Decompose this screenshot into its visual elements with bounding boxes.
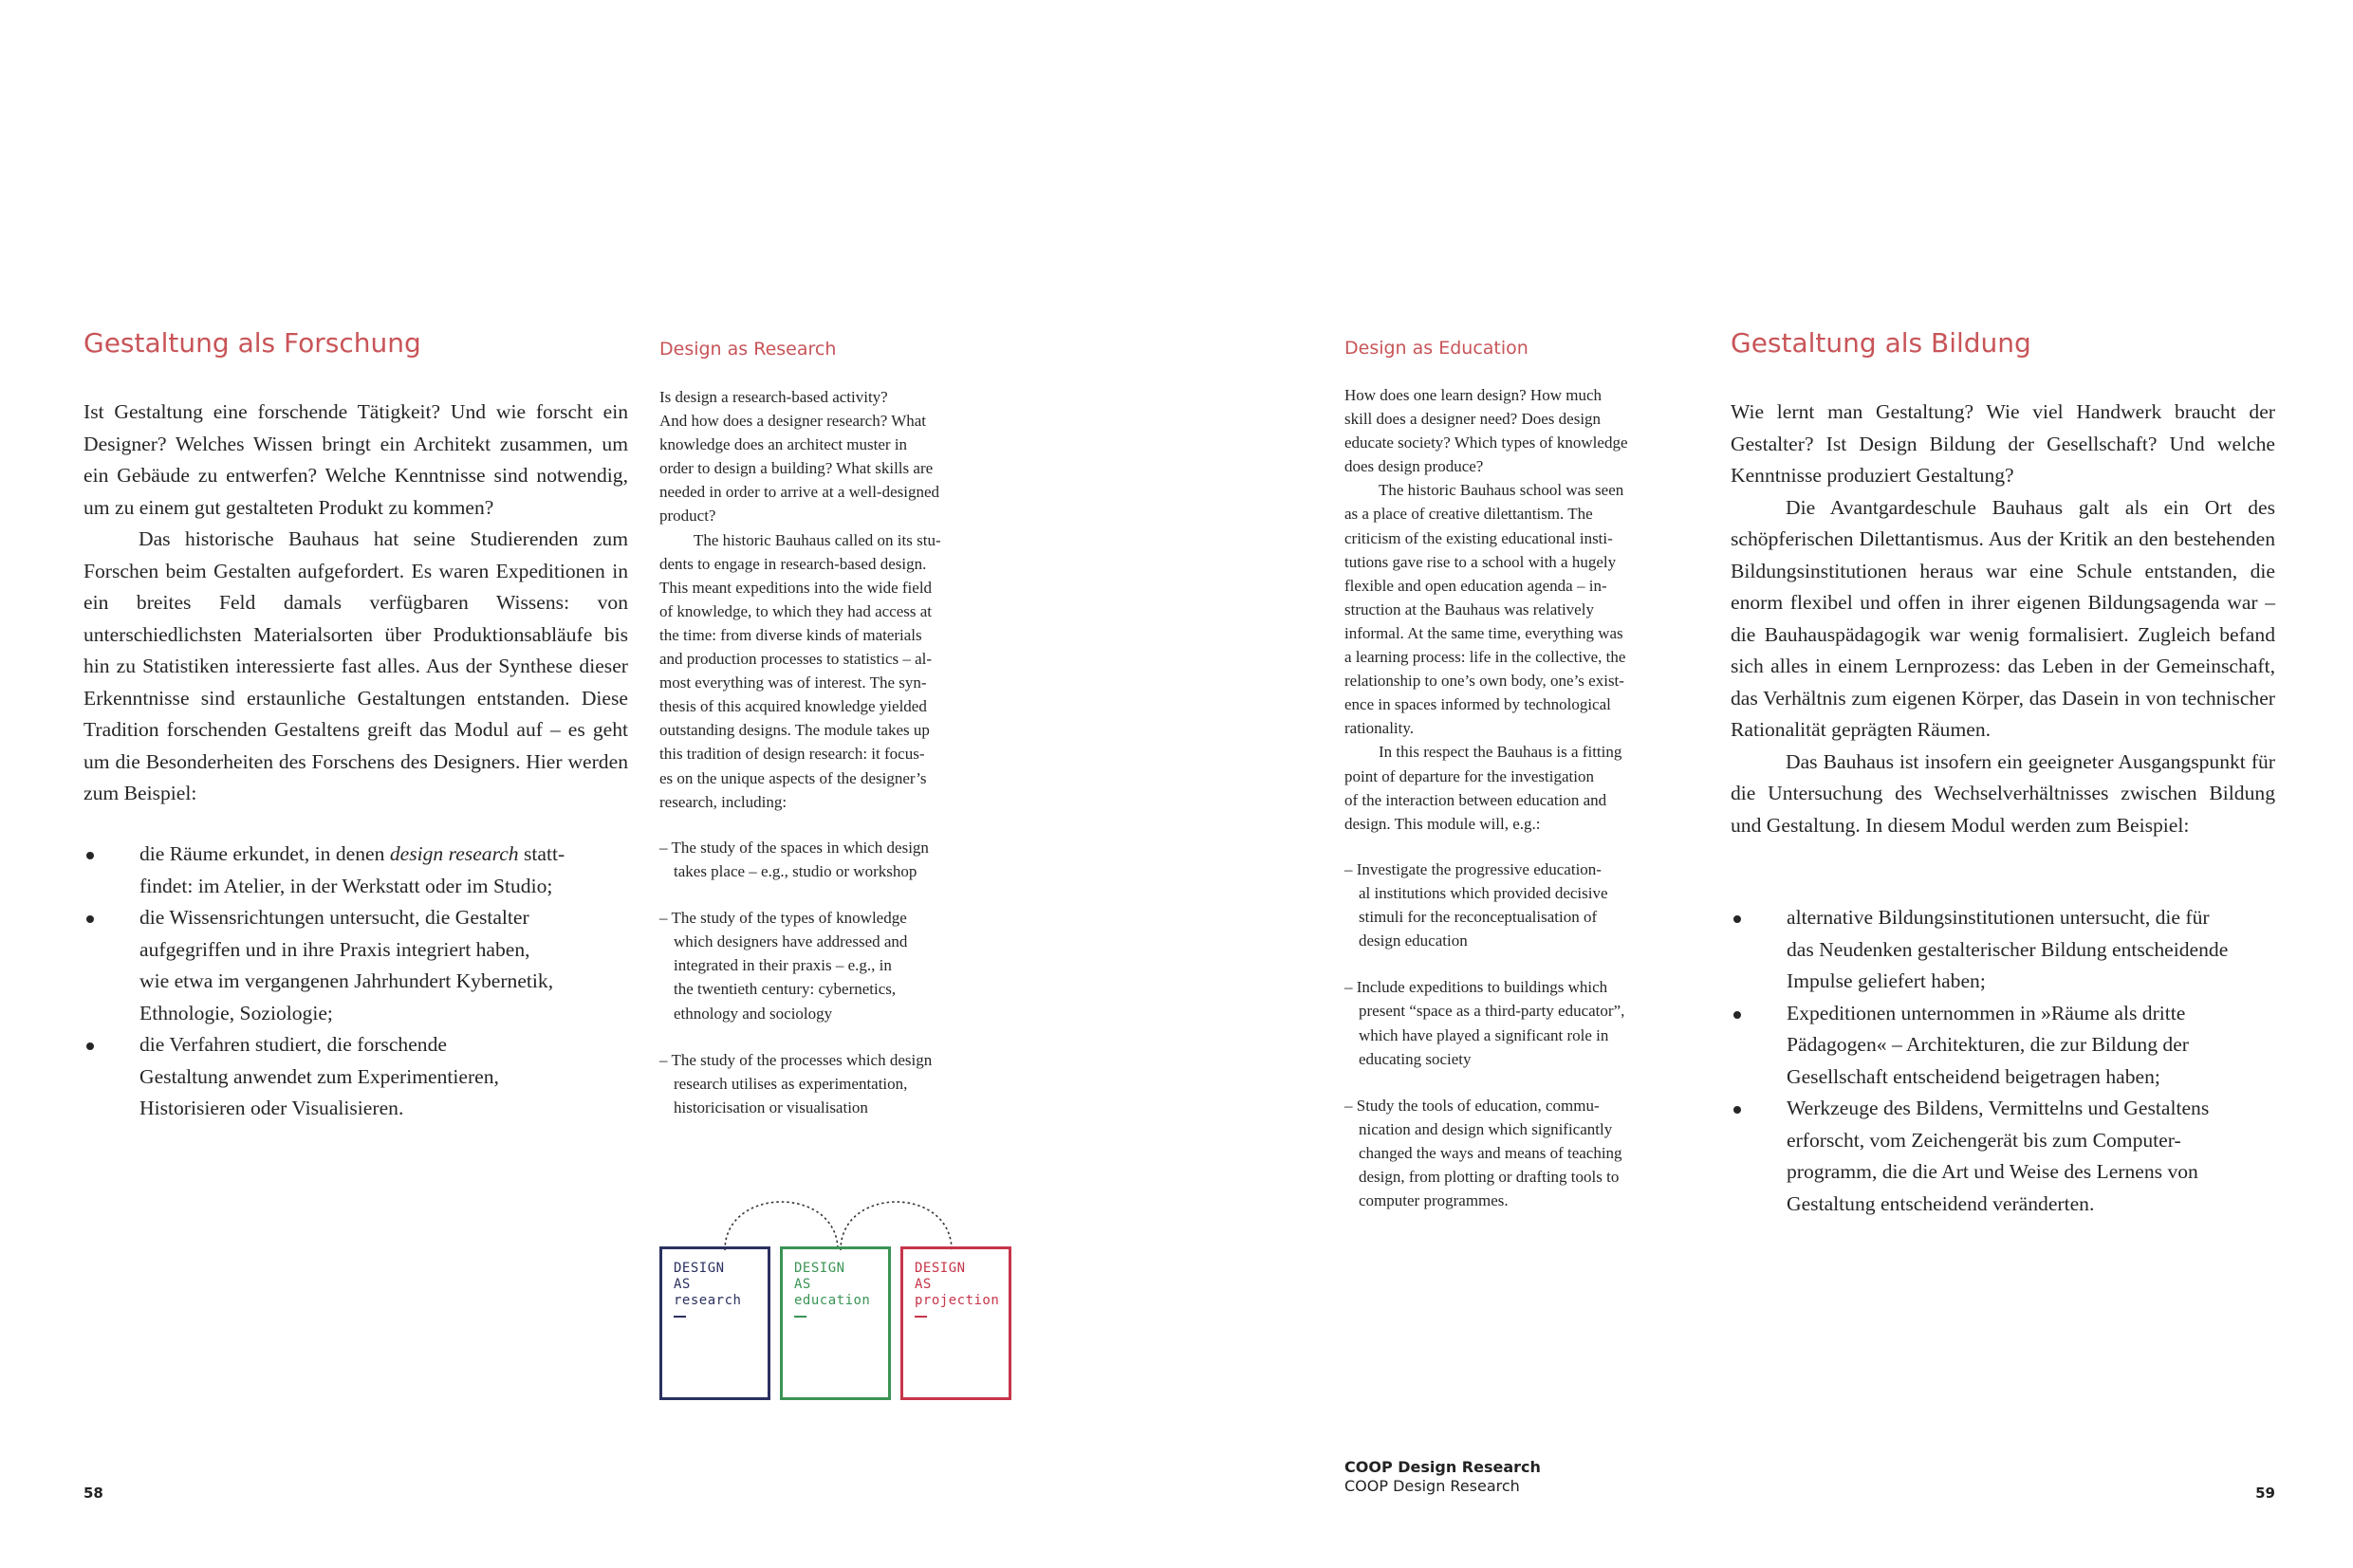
text-line: ethnology and sociology <box>674 1004 833 1023</box>
text-line: Is design a research-based activity? <box>659 388 888 406</box>
text-line: es on the unique aspects of the designer’s <box>659 768 927 787</box>
text-line: – Investigate the progressive education- <box>1344 860 1602 878</box>
text-line: order to design a building? What skills are <box>659 459 934 478</box>
text-line: How does one learn design? How much <box>1344 386 1602 404</box>
text-line: rationality. <box>1344 719 1415 738</box>
german-paragraph: Das Bauhaus ist insofern ein geeigneter Ausgangspunkt für die Untersuchung des Wechselverhältnisses zwischen Bildung und Gestaltung. In diesem Modul werden zum Beispiel: <box>1731 749 2275 837</box>
text-line: educate society? Which types of knowledge <box>1344 434 1628 452</box>
box-design-as-research: DESIGN AS research <box>659 1246 770 1400</box>
box-design-as-projection: DESIGN AS projection <box>900 1246 1011 1400</box>
text-line: computer programmes. <box>1359 1191 1509 1210</box>
dash-mark <box>674 1316 686 1318</box>
german-paragraph: Das historische Bauhaus hat seine Studierenden zum Forschen beim Gestalten aufgefordert. Es waren Expeditionen in ein breites Feld damals verfügbaren Wissens: von unterschiedlichsten Materialsorten über Produktionsabläufe bis hin zu Statistiken interessierte fast alles. Aus der Synthese dieser Erkenntnisse sind erstaunliche Gestaltungen entstanden. Diese Tradition forschenden Gestaltens greift das Modul auf – es geht um die Besonderheiten des Forschens des Designers. Hier werden zum Beispiel: <box>83 527 628 804</box>
english-body-left <box>659 385 1039 814</box>
text-line: – The study of the types of knowledge <box>659 909 907 928</box>
text-line: – The study of the spaces in which design <box>659 839 929 857</box>
text-line: of knowledge, to which they had access at <box>659 601 933 620</box>
connector-arc <box>725 1202 838 1250</box>
text-line: – Include expeditions to buildings which <box>1344 978 1608 997</box>
text-line: dents to engage in research-based design. <box>659 554 927 573</box>
text-line: needed in order to arrive at a well-designed <box>659 483 940 502</box>
text-line: product? <box>659 507 716 526</box>
text-line: stimuli for the reconceptualisation of <box>1359 908 1598 927</box>
text-line: which have played a significant role in <box>1359 1025 1609 1044</box>
list-item <box>659 1048 1058 1119</box>
list-item <box>659 836 1058 883</box>
german-paragraph: Wie lernt man Gestaltung? Wie viel Handwerk braucht der Gestalter? Ist Design Bildung der Gesellschaft? Und welche Kenntnisse produziert Gestaltung? <box>1731 400 2275 487</box>
german-bullet-list-left <box>83 839 653 1125</box>
list-item: alternative Bildungsinstitutionen untersucht, die für das Neudenken gestalterischer Bildung entscheidende Impulse geliefert haben; <box>1731 902 2300 998</box>
text-line: relationship to one’s own body, one’s exist- <box>1344 672 1624 691</box>
text-line: historicisation or visualisation <box>674 1098 868 1116</box>
text-line: design. This module will, e.g.: <box>1344 814 1541 833</box>
dash-mark <box>915 1316 927 1318</box>
text-line: – The study of the processes which design <box>659 1050 933 1069</box>
text-line: does design produce? <box>1344 457 1484 476</box>
page-number-right: 59 <box>2255 1485 2275 1502</box>
german-paragraph: Ist Gestaltung eine forschende Tätigkeit? Und wie forscht ein Designer? Welches Wissen bringt ein Architekt zusammen, um ein Gebäude zu entwerfen? Welche Kenntnisse sind notwendig, um zu einem gut gestalteten Produkt zu kommen? <box>83 400 628 519</box>
text-line: point of departure for the investigation <box>1344 766 1594 785</box>
english-list-left <box>659 836 1058 1119</box>
box-design-as-education: DESIGN AS education <box>780 1246 891 1400</box>
text-line: and production processes to statistics – al- <box>659 650 933 669</box>
text-line: this tradition of design research: it focus- <box>659 745 925 764</box>
german-title-right: Gestaltung als Bildung <box>1731 327 2031 359</box>
list-item: Expeditionen unternommen in »Räume als dritte Pädagogen« – Architekturen, die zur Bildung der Gesellschaft entscheidend beigetragen haben; <box>1731 998 2300 1094</box>
list-item: die Räume erkundet, in denen design research statt- findet: im Atelier, in der Werkstatt oder im Studio; <box>83 839 653 902</box>
text-line: a learning process: life in the collective, the <box>1344 648 1626 667</box>
text-line: research utilises as experimentation, <box>674 1074 908 1093</box>
text-line: thesis of this acquired knowledge yielded <box>659 697 927 716</box>
list-item <box>1344 975 1752 1070</box>
english-paragraph <box>1344 383 1724 478</box>
text-line: informal. At the same time, everything was <box>1344 623 1623 642</box>
text-line: ence in spaces informed by technological <box>1344 695 1611 714</box>
english-paragraph <box>659 528 1039 814</box>
text-line: struction at the Bauhaus was relatively <box>1344 600 1594 618</box>
text-line: The historic Bauhaus called on its stu- <box>694 530 941 549</box>
list-item <box>1344 858 1752 952</box>
text-line: design, from plotting or drafting tools to <box>1359 1168 1620 1187</box>
german-title-left: Gestaltung als Forschung <box>83 327 421 359</box>
text-line: most everything was of interest. The syn- <box>659 673 927 692</box>
list-item: Werkzeuge des Bildens, Vermittelns und Gestaltens erforscht, vom Zeichengerät bis zum Computer- programm, die die Art und Weise des Lernens von Gestaltung entscheidend veränderten. <box>1731 1093 2300 1220</box>
page-number-left: 58 <box>83 1485 103 1502</box>
text-line: criticism of the existing educational insti- <box>1344 528 1613 547</box>
english-title-left: Design as Research <box>659 339 837 360</box>
list-item: die Verfahren studiert, die forschende Gestaltung anwendet zum Experimentieren, Historisieren oder Visualisieren. <box>83 1029 653 1125</box>
english-paragraph <box>659 385 1039 528</box>
text-line: present “space as a third-party educator”, <box>1359 1002 1625 1021</box>
text-line: The historic Bauhaus school was seen <box>1379 481 1624 500</box>
german-bullet-list-right <box>1731 902 2300 1220</box>
text-line: al institutions which provided decisive <box>1359 884 1608 903</box>
german-paragraph: Die Avantgardeschule Bauhaus galt als ein Ort des schöpferischen Dilettantismus. Aus der Kritik an den bestehenden Bildungsinstitutionen heraus war eine Schule entstanden, die enorm flexibel und offen in ihrer eigenen Bildungsagenda war – die Bauhauspädagogik war wenig formalisiert. Zugleich befand sich alles in einem Lernprozess: das Leben in der Gemeinschaft, das Verhältnis zum eigenen Körper, das Dasein in von technischer Rationalität geprägten Räumen. <box>1731 495 2275 741</box>
text-line: knowledge does an architect muster in <box>659 435 908 454</box>
text-line: integrated in their praxis – e.g., in <box>674 956 892 975</box>
text-line: design education <box>1359 932 1468 950</box>
text-line: flexible and open education agenda – in- <box>1344 576 1607 595</box>
list-item <box>1344 1094 1752 1212</box>
text-line: And how does a designer research? What <box>659 412 927 431</box>
text-line: the twentieth century: cybernetics, <box>674 980 897 999</box>
text-line: skill does a designer need? Does design <box>1344 410 1602 429</box>
german-body-right <box>1731 397 2275 841</box>
running-head: COOP Design Research COOP Design Research <box>1344 1458 1541 1495</box>
english-paragraph <box>1344 740 1724 835</box>
text-line: nication and design which significantly <box>1359 1119 1613 1138</box>
text-line: tutions gave rise to a school with a hugely <box>1344 552 1617 571</box>
list-item <box>659 906 1058 1024</box>
text-line: educating society <box>1359 1049 1472 1068</box>
connector-arc <box>841 1202 952 1250</box>
list-item: die Wissensrichtungen untersucht, die Gestalter aufgegriffen und in ihre Praxis integriert haben, wie etwa im vergangenen Jahrhundert Kybernetik, Ethnologie, Soziologie; <box>83 902 653 1029</box>
english-list-right <box>1344 858 1752 1212</box>
text-line: In this respect the Bauhaus is a fitting <box>1379 743 1622 762</box>
text-line: which designers have addressed and <box>674 932 908 951</box>
text-line: outstanding designs. The module takes up <box>659 721 930 740</box>
text-line: of the interaction between education and <box>1344 790 1607 809</box>
german-body-left <box>83 397 628 810</box>
text-line: the time: from diverse kinds of materials <box>659 625 922 644</box>
text-line: takes place – e.g., studio or workshop <box>674 862 917 881</box>
english-body-right <box>1344 383 1724 836</box>
text-line: as a place of creative dilettantism. The <box>1344 505 1593 524</box>
text-line: – Study the tools of education, commu- <box>1344 1096 1600 1115</box>
english-title-right: Design as Education <box>1344 338 1529 359</box>
dash-mark <box>794 1316 806 1318</box>
text-line: research, including: <box>659 792 787 811</box>
text-line: This meant expeditions into the wide field <box>659 578 933 597</box>
text-line: changed the ways and means of teaching <box>1359 1143 1622 1162</box>
english-paragraph <box>1344 478 1724 740</box>
